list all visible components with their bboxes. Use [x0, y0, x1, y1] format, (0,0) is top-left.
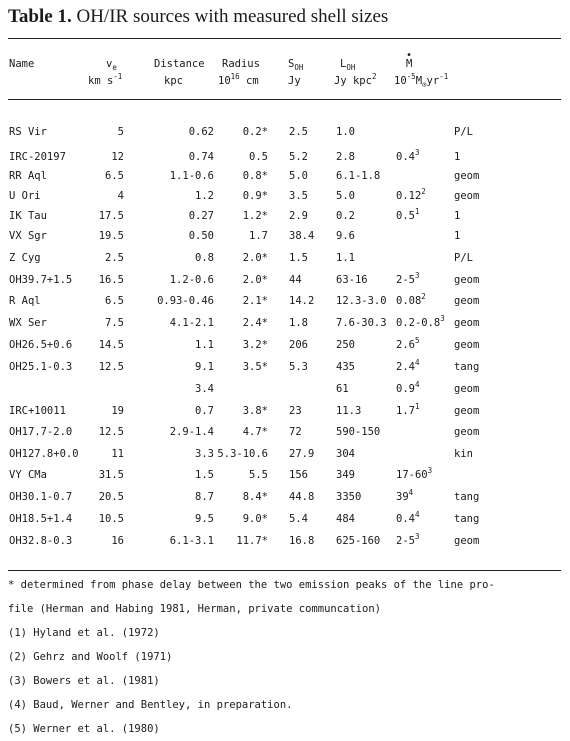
- cell-ve: 7.5: [105, 317, 124, 329]
- cell-loh: 484: [336, 513, 355, 525]
- cell-mdot: [396, 271, 420, 286]
- cell-name: RR Aql: [9, 170, 47, 182]
- footnote-line: (4) Baud, Werner and Bentley, in preparation.: [8, 699, 293, 711]
- table-title: OH/IR sources with measured shell sizes: [76, 6, 389, 27]
- cell-ve: 16: [111, 535, 124, 547]
- cell-mdot-value: 2.4: [396, 361, 415, 373]
- cell-mdot: [396, 292, 426, 307]
- cell-mdot-value: 2-5: [396, 535, 415, 547]
- cell-rad: 9.0*: [242, 513, 268, 525]
- cell-mdot-value: 0.4: [396, 513, 415, 525]
- cell-loh: 304: [336, 448, 355, 460]
- cell-mdot-ref: 3: [414, 271, 420, 280]
- cell-loh: 3350: [336, 491, 362, 503]
- cell-method: geom: [454, 295, 480, 307]
- cell-soh: 72: [289, 426, 302, 438]
- cell-dist: 9.1: [195, 361, 214, 373]
- cell-name: OH32.8-0.3: [9, 535, 73, 547]
- cell-rad: 5.5: [249, 469, 268, 481]
- cell-mdot-ref: 3: [414, 148, 420, 157]
- cell-mdot-value: 17-60: [396, 469, 428, 481]
- cell-rad: 4.7*: [242, 426, 268, 438]
- cell-dist: 1.2-0.6: [169, 274, 214, 286]
- cell-method: geom: [454, 190, 480, 202]
- cell-loh: 349: [336, 469, 355, 481]
- cell-method: geom: [454, 383, 480, 395]
- cell-dist: 1.1-0.6: [169, 170, 214, 182]
- cell-mdot-value: 0.12: [396, 190, 422, 202]
- cell-name: OH30.1-0.7: [9, 491, 73, 503]
- table-label: Table 1.: [8, 6, 72, 27]
- cell-soh: 1.5: [289, 252, 308, 264]
- cell-ve: 5: [117, 126, 124, 138]
- cell-rad: 0.9*: [242, 190, 268, 202]
- cell-name: U Ori: [9, 190, 41, 202]
- cell-mdot-ref: 4: [414, 380, 420, 389]
- cell-name: VX Sgr: [9, 230, 47, 242]
- cell-method: kin: [454, 448, 473, 460]
- table-row: [0, 466, 570, 485]
- cell-dist: 1.2: [195, 190, 214, 202]
- cell-mdot-value: 39: [396, 491, 409, 503]
- cell-mdot-ref: 3: [427, 466, 433, 475]
- cell-soh: 3.5: [289, 190, 308, 202]
- table-row: [0, 170, 570, 186]
- cell-ve: 31.5: [98, 469, 124, 481]
- cell-name: OH127.8+0.0: [9, 448, 79, 460]
- cell-method: 1: [454, 151, 461, 163]
- cell-mdot-value: 0.4: [396, 151, 415, 163]
- cell-loh: 250: [336, 339, 355, 351]
- cell-soh: 5.2: [289, 151, 308, 163]
- cell-mdot-ref: 1: [414, 402, 420, 411]
- bottom-rule: [8, 570, 561, 571]
- table-row: [0, 448, 570, 464]
- cell-dist: 2.9-1.4: [169, 426, 214, 438]
- cell-ve: 12.5: [98, 361, 124, 373]
- cell-ve: 10.5: [98, 513, 124, 525]
- cell-dist: 6.1-3.1: [169, 535, 214, 547]
- cell-mdot-ref: 2: [421, 187, 426, 196]
- cell-soh: 206: [289, 339, 308, 351]
- cell-mdot-ref: 1: [414, 207, 420, 216]
- cell-soh: 44: [289, 274, 302, 286]
- table-row: [0, 187, 570, 206]
- cell-name: IRC-20197: [9, 151, 66, 163]
- footnote-line: (1) Hyland et al. (1972): [8, 627, 160, 639]
- cell-mdot-value: 2-5: [396, 274, 415, 286]
- cell-ve: 6.5: [105, 295, 124, 307]
- footnote-line: (3) Bowers et al. (1981): [8, 675, 160, 687]
- cell-method: geom: [454, 426, 480, 438]
- cell-dist: 0.7: [195, 405, 214, 417]
- cell-ve: 2.5: [105, 252, 124, 264]
- cell-dist: 0.74: [188, 151, 214, 163]
- cell-name: OH17.7-2.0: [9, 426, 73, 438]
- footnote-line: (2) Gehrz and Woolf (1971): [8, 651, 173, 663]
- cell-loh: 5.0: [336, 190, 355, 202]
- cell-loh: 590-150: [336, 426, 381, 438]
- table-row: [0, 426, 570, 442]
- cell-name: OH18.5+1.4: [9, 513, 73, 525]
- cell-ve: 14.5: [98, 339, 124, 351]
- table-row: [0, 148, 570, 167]
- cell-name: OH26.5+0.6: [9, 339, 73, 351]
- table-row: [0, 271, 570, 290]
- cell-mdot-ref: 3: [440, 314, 445, 323]
- cell-method: P/L: [454, 126, 473, 138]
- cell-rad: 1.2*: [242, 210, 268, 222]
- cell-rad: 5.3-10.6: [217, 448, 268, 460]
- cell-loh: 7.6-30.3: [336, 317, 387, 329]
- cell-method: geom: [454, 317, 480, 329]
- cell-rad: 8.4*: [242, 491, 268, 503]
- cell-ve: 19: [111, 405, 124, 417]
- cell-loh: 1.0: [336, 126, 355, 138]
- cell-mdot: [396, 532, 420, 547]
- cell-soh: 2.5: [289, 126, 308, 138]
- cell-rad: 2.1*: [242, 295, 268, 307]
- cell-name: R Aql: [9, 295, 41, 307]
- cell-mdot: [396, 207, 420, 222]
- cell-mdot: [396, 510, 420, 525]
- cell-mdot-value: 0.9: [396, 383, 415, 395]
- cell-rad: 11.7*: [236, 535, 268, 547]
- cell-mdot: [396, 148, 420, 163]
- cell-rad: 2.0*: [242, 274, 268, 286]
- cell-ve: 11: [111, 448, 124, 460]
- cell-soh: 5.3: [289, 361, 308, 373]
- cell-loh: 625-160: [336, 535, 381, 547]
- cell-method: geom: [454, 274, 480, 286]
- cell-loh: 6.1-1.8: [336, 170, 381, 182]
- cell-mdot-ref: 5: [414, 336, 420, 345]
- table-row: [0, 532, 570, 551]
- table-row: [0, 207, 570, 226]
- cell-method: geom: [454, 535, 480, 547]
- table-row: [0, 510, 570, 529]
- cell-soh: 5.4: [289, 513, 308, 525]
- cell-mdot: [396, 488, 414, 503]
- table-row: [0, 380, 570, 399]
- cell-ve: 12.5: [98, 426, 124, 438]
- cell-ve: 12: [111, 151, 124, 163]
- cell-rad: 0.2*: [242, 126, 268, 138]
- cell-name: Z Cyg: [9, 252, 41, 264]
- cell-rad: 3.5*: [242, 361, 268, 373]
- cell-dist: 3.4: [195, 383, 214, 395]
- cell-dist: 1.5: [195, 469, 214, 481]
- cell-soh: 156: [289, 469, 308, 481]
- cell-soh: 5.0: [289, 170, 308, 182]
- cell-mdot: [396, 314, 445, 329]
- cell-soh: 23: [289, 405, 302, 417]
- cell-mdot: [396, 466, 433, 481]
- cell-name: VY CMa: [9, 469, 47, 481]
- cell-rad: 1.7: [249, 230, 268, 242]
- cell-name: IK Tau: [9, 210, 47, 222]
- cell-mdot-ref: 3: [414, 532, 420, 541]
- table-row: [0, 126, 570, 142]
- cell-mdot-value: 0.08: [396, 295, 422, 307]
- cell-soh: 14.2: [289, 295, 315, 307]
- cell-rad: 2.0*: [242, 252, 268, 264]
- cell-method: geom: [454, 170, 480, 182]
- table-row: [0, 292, 570, 311]
- footnote-line: (5) Werner et al. (1980): [8, 723, 160, 735]
- cell-mdot-value: 1.7: [396, 405, 415, 417]
- cell-ve: 4: [117, 190, 124, 202]
- cell-method: tang: [454, 361, 480, 373]
- cell-soh: 1.8: [289, 317, 308, 329]
- cell-soh: 2.9: [289, 210, 308, 222]
- cell-dist: 0.93-0.46: [157, 295, 214, 307]
- cell-soh: 38.4: [289, 230, 315, 242]
- table-row: [0, 358, 570, 377]
- cell-mdot-ref: 2: [421, 292, 426, 301]
- cell-loh: 0.2: [336, 210, 355, 222]
- cell-mdot: [396, 358, 420, 373]
- cell-dist: 4.1-2.1: [169, 317, 214, 329]
- table-row: [0, 230, 570, 246]
- cell-soh: 16.8: [289, 535, 315, 547]
- cell-ve: 19.5: [98, 230, 124, 242]
- cell-loh: 9.6: [336, 230, 355, 242]
- cell-method: 1: [454, 230, 461, 242]
- cell-method: tang: [454, 513, 480, 525]
- cell-loh: 435: [336, 361, 355, 373]
- cell-name: OH25.1-0.3: [9, 361, 73, 373]
- cell-loh: 63-16: [336, 274, 368, 286]
- cell-mdot-value: 0.5: [396, 210, 415, 222]
- cell-mdot: [396, 336, 420, 351]
- cell-loh: 61: [336, 383, 349, 395]
- footnote-line: file (Herman and Habing 1981, Herman, private communcation): [8, 603, 381, 615]
- table-row: [0, 252, 570, 268]
- cell-ve: 6.5: [105, 170, 124, 182]
- cell-name: RS Vir: [9, 126, 47, 138]
- cell-dist: 0.27: [188, 210, 214, 222]
- cell-mdot: [396, 402, 420, 417]
- table-row: [0, 314, 570, 333]
- table-row: [0, 402, 570, 421]
- table-row: [0, 336, 570, 355]
- cell-method: P/L: [454, 252, 473, 264]
- cell-mdot-ref: 4: [408, 488, 414, 497]
- cell-mdot-value: 0.2-0.8: [396, 317, 441, 329]
- cell-rad: 0.8*: [242, 170, 268, 182]
- cell-dist: 0.8: [195, 252, 214, 264]
- cell-rad: 3.2*: [242, 339, 268, 351]
- cell-mdot: [396, 380, 420, 395]
- cell-soh: 44.8: [289, 491, 315, 503]
- cell-dist: 3.3: [195, 448, 214, 460]
- cell-method: tang: [454, 491, 480, 503]
- cell-dist: 9.5: [195, 513, 214, 525]
- cell-mdot-ref: 4: [414, 510, 420, 519]
- cell-ve: 16.5: [98, 274, 124, 286]
- cell-loh: 12.3-3.0: [336, 295, 387, 307]
- table-row: [0, 488, 570, 507]
- footnote-line: * determined from phase delay between the two emission peaks of the line pro-: [8, 579, 495, 591]
- cell-dist: 1.1: [195, 339, 214, 351]
- top-rule: [8, 38, 561, 39]
- cell-soh: 27.9: [289, 448, 315, 460]
- cell-dist: 0.62: [188, 126, 214, 138]
- cell-method: 1: [454, 210, 461, 222]
- cell-dist: 8.7: [195, 491, 214, 503]
- cell-method: geom: [454, 405, 480, 417]
- cell-mdot-ref: 4: [414, 358, 420, 367]
- cell-loh: 11.3: [336, 405, 362, 417]
- cell-ve: 17.5: [98, 210, 124, 222]
- table-caption: [8, 6, 388, 28]
- cell-rad: 3.8*: [242, 405, 268, 417]
- cell-name: OH39.7+1.5: [9, 274, 73, 286]
- cell-method: geom: [454, 339, 480, 351]
- cell-rad: 2.4*: [242, 317, 268, 329]
- cell-loh: 1.1: [336, 252, 355, 264]
- cell-name: WX Ser: [9, 317, 47, 329]
- cell-mdot: [396, 187, 426, 202]
- cell-loh: 2.8: [336, 151, 355, 163]
- cell-dist: 0.50: [188, 230, 214, 242]
- mdot-dot: •: [406, 50, 413, 61]
- cell-mdot-value: 2.6: [396, 339, 415, 351]
- cell-rad: 0.5: [249, 151, 268, 163]
- cell-name: IRC+10011: [9, 405, 66, 417]
- header-rule: [8, 99, 561, 100]
- cell-ve: 20.5: [98, 491, 124, 503]
